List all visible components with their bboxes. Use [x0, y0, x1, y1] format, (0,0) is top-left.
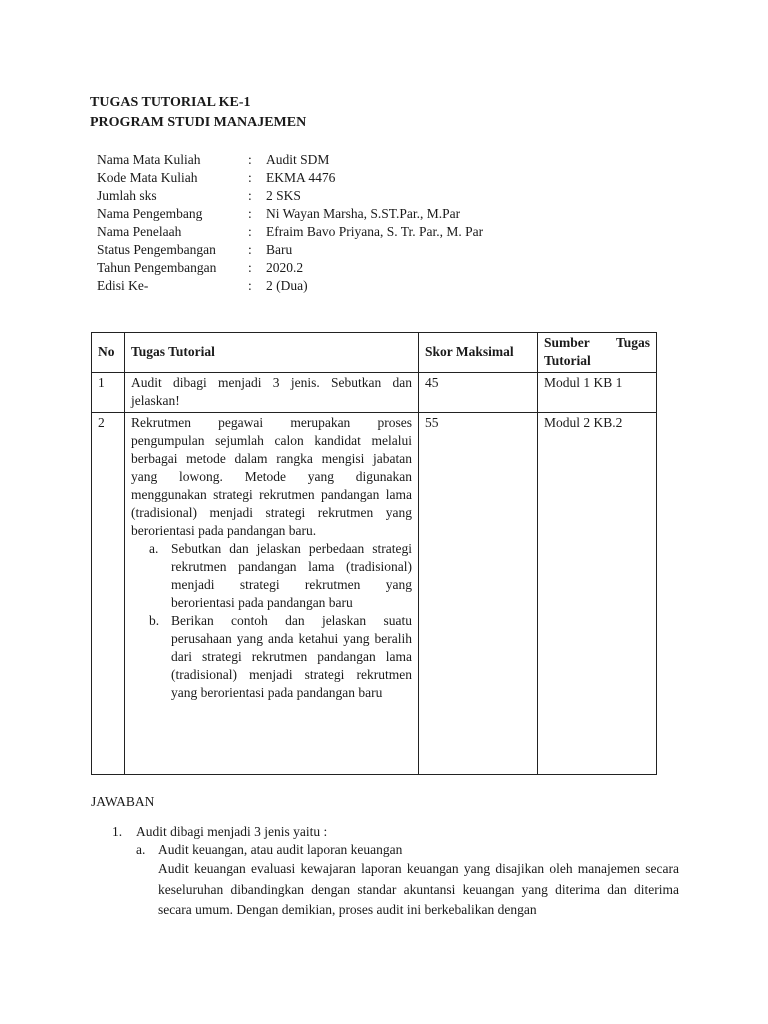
- info-label: Jumlah sks: [97, 188, 157, 203]
- cell-task: Audit dibagi menjadi 3 jenis. Sebutkan dan jelaskan!: [125, 373, 419, 413]
- info-separator: :: [248, 260, 252, 275]
- answer-subitem-marker: a.: [136, 842, 146, 857]
- info-value: Efraim Bavo Priyana, S. Tr. Par., M. Par: [266, 224, 484, 239]
- table-header-row: [92, 333, 657, 373]
- info-separator: :: [248, 242, 252, 257]
- info-label: Nama Pengembang: [97, 206, 203, 221]
- header-score: Skor Maksimal: [419, 333, 538, 373]
- info-separator: :: [248, 152, 252, 167]
- task-table: [91, 332, 657, 775]
- cell-no: 1: [92, 373, 125, 413]
- info-label: Nama Mata Kuliah: [97, 152, 201, 167]
- cell-task: [125, 413, 419, 775]
- task-description: Rekrutmen pegawai merupakan proses pengumpulan sejumlah calon kandidat melalui berbagai metode dalam rangka mengisi jabatan yang lowong. Metode yang digunakan menggunakan strategi rekrutmen pandangan lama (tradisional) menjadi strategi rekrutmen yang berorientasi pada pandangan baru.: [131, 415, 412, 538]
- info-label: Tahun Pengembangan: [97, 260, 217, 275]
- sub-question-marker: b.: [149, 613, 160, 628]
- sub-question-marker: a.: [149, 541, 159, 556]
- info-label: Kode Mata Kuliah: [97, 170, 198, 185]
- info-label: Status Pengembangan: [97, 242, 216, 257]
- info-value: 2020.2: [266, 260, 304, 275]
- sub-question: [149, 612, 412, 702]
- answer-text: Audit dibagi menjadi 3 jenis yaitu :: [136, 824, 328, 839]
- sub-question-list: [131, 540, 412, 702]
- header-source: [538, 333, 657, 373]
- info-value: Baru: [266, 242, 293, 257]
- title-line-2: PROGRAM STUDI MANAJEMEN: [90, 115, 307, 130]
- header-source-line-1: Sumber Tugas: [544, 335, 650, 350]
- answer-paragraph: Audit keuangan evaluasi kewajaran laporan keuangan yang disajikan oleh manajemen secara keseluruhan dibandingkan dengan standar akuntansi keuangan yang diterima dan diterima secara umum. Dengan demikian, proses audit ini berkebalikan dengan: [158, 861, 679, 917]
- info-separator: :: [248, 224, 252, 239]
- answer-subitem-title: Audit keuangan, atau audit laporan keuangan: [158, 842, 403, 857]
- info-separator: :: [248, 278, 252, 293]
- info-value: 2 SKS: [266, 188, 301, 203]
- title-line-1: TUGAS TUTORIAL KE-1: [90, 95, 251, 110]
- info-label: Edisi Ke-: [97, 278, 149, 293]
- cell-score: 55: [419, 413, 538, 775]
- info-value: Audit SDM: [266, 152, 330, 167]
- sub-question: [149, 540, 412, 612]
- info-value: Ni Wayan Marsha, S.ST.Par., M.Par: [266, 206, 461, 221]
- info-separator: :: [248, 188, 252, 203]
- info-separator: :: [248, 170, 252, 185]
- info-separator: :: [248, 206, 252, 221]
- cell-no: 2: [92, 413, 125, 775]
- header-task: Tugas Tutorial: [125, 333, 419, 373]
- info-label: Nama Penelaah: [97, 224, 182, 239]
- table-row: [92, 373, 657, 413]
- table-row: [92, 413, 657, 775]
- answer-heading: JAWABAN: [91, 794, 155, 809]
- answer-section: [91, 793, 679, 917]
- cell-source: Modul 2 KB.2: [538, 413, 657, 775]
- cell-source: Modul 1 KB 1: [538, 373, 657, 413]
- header-source-line-2: Tutorial: [544, 353, 591, 368]
- answer-number: 1.: [112, 824, 123, 839]
- cell-score: 45: [419, 373, 538, 413]
- info-value: 2 (Dua): [266, 278, 308, 293]
- info-value: EKMA 4476: [266, 170, 336, 185]
- document-title: [90, 93, 306, 133]
- sub-question-text: Sebutkan dan jelaskan perbedaan strategi rekrutmen pandangan lama (tradisional) menjadi strategi rekrutmen yang berorientasi pada pandangan baru: [171, 541, 412, 610]
- header-no: No: [92, 333, 125, 373]
- sub-question-text: Berikan contoh dan jelaskan suatu perusahaan yang anda ketahui yang beralih dari strategi rekrutmen pandangan lama (tradisional) menjadi strategi rekrutmen yang berorientasi pada pandangan baru: [171, 613, 412, 700]
